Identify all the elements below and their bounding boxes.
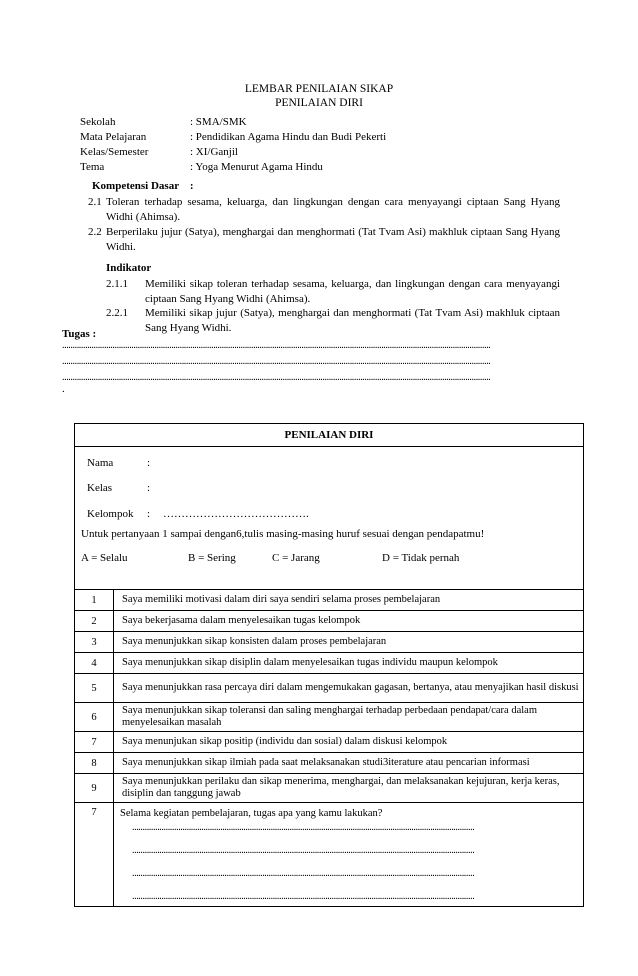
answer-line[interactable]: ................................................................................................................................................................... — [132, 822, 475, 833]
info-value: : SMA/SMK — [190, 116, 247, 128]
kelompok-colon: : — [147, 508, 151, 520]
kd-number: 2.1 — [88, 196, 102, 208]
tugas-label: Tugas : — [62, 328, 97, 340]
question-number: 3 — [75, 632, 114, 653]
kelompok-dots: …………………………………. — [163, 508, 309, 520]
question-number: 4 — [75, 653, 114, 674]
page-title: LEMBAR PENILAIAN SIKAP — [244, 83, 394, 95]
question-row — [75, 632, 584, 653]
info-label: Mata Pelajaran — [80, 131, 147, 143]
indikator-heading: Indikator — [106, 262, 152, 274]
tugas-dotted-line: ............................................................................................................................................................................................................ — [62, 356, 491, 367]
info-value: : Pendidikan Agama Hindu dan Budi Pekerti — [190, 131, 387, 143]
question-row — [75, 653, 584, 674]
tugas-dotted-line: ............................................................................................................................................................................................................ — [62, 372, 491, 383]
kd-text: Toleran terhadap sesama, keluarga, dan lingkungan dengan cara menyayangi ciptaan Sang Hyang Widhi (Ahimsa). — [106, 196, 560, 223]
question-text: Saya menunjukan sikap positip (individu dan sosial) dalam diskusi kelompok — [114, 732, 584, 753]
question-number: 8 — [75, 753, 114, 774]
question-row — [75, 703, 584, 732]
answer-line[interactable]: ................................................................................................................................................................... — [132, 868, 475, 879]
question-row — [75, 774, 584, 803]
scale-b: B = Sering — [188, 552, 236, 564]
question-row — [75, 590, 584, 611]
indikator-number: 2.2.1 — [106, 307, 128, 319]
question-row — [75, 674, 584, 703]
kompetensi-heading: Kompetensi Dasar : — [92, 180, 194, 192]
penilaian-diri-form — [74, 423, 584, 907]
question-number: 6 — [75, 703, 114, 732]
open-question-cell — [114, 803, 584, 907]
tugas-end-dot: . — [62, 383, 65, 395]
kelas-colon: : — [147, 482, 151, 494]
scale-a: A = Selalu — [81, 552, 128, 564]
info-label: Kelas/Semester — [80, 146, 149, 158]
question-row — [75, 753, 584, 774]
question-row — [75, 732, 584, 753]
page-subtitle: PENILAIAN DIRI — [275, 97, 363, 109]
student-info-block — [75, 447, 584, 590]
kd-number: 2.2 — [88, 226, 102, 238]
kd-text: Berperilaku jujur (Satya), menghargai dan menghormati (Tat Tvam Asi) makhluk ciptaan Sang Hyang Widhi. — [106, 226, 560, 253]
info-label: Sekolah — [80, 116, 116, 128]
info-label: Tema — [80, 161, 105, 173]
question-text: Saya menunjukkan rasa percaya diri dalam mengemukakan gagasan, bertanya, atau menyajikan hasil diskusi — [114, 674, 584, 703]
kelompok-label: Kelompok — [87, 508, 134, 520]
indikator-number: 2.1.1 — [106, 278, 128, 290]
scale-c: C = Jarang — [272, 552, 320, 564]
tugas-dotted-line: ............................................................................................................................................................................................................ — [62, 340, 491, 351]
question-number: 5 — [75, 674, 114, 703]
info-value: : XI/Ganjil — [190, 146, 238, 158]
open-question-row — [75, 803, 584, 907]
question-text: Saya bekerjasama dalam menyelesaikan tugas kelompok — [114, 611, 584, 632]
indikator-text: Memiliki sikap toleran terhadap sesama, keluarga, dan lingkungan dengan cara menyayangi ciptaan Sang Hyang Widhi (Ahimsa). — [145, 278, 560, 305]
nama-label: Nama — [87, 457, 114, 469]
question-number: 7 — [75, 732, 114, 753]
question-text: Saya menunjukkan sikap ilmiah pada saat melaksanakan studi3iterature atau pencarian informasi — [114, 753, 584, 774]
question-text: Saya menunjukkan sikap toleransi dan saling menghargai terhadap perbedaan pendapat/cara dalam menyelesaikan masalah — [114, 703, 584, 732]
instruction-text: Untuk pertanyaan 1 sampai dengan6,tulis masing-masing huruf sesuai dengan pendapatmu! — [81, 528, 485, 540]
question-number: 1 — [75, 590, 114, 611]
nama-colon: : — [147, 457, 151, 469]
question-text: Saya menunjukkan sikap konsisten dalam proses pembelajaran — [114, 632, 584, 653]
question-text: Selama kegiatan pembelajaran, tugas apa yang kamu lakukan? — [120, 808, 383, 819]
kelas-label: Kelas — [87, 482, 113, 494]
question-text: Saya memiliki motivasi dalam diri saya sendiri selama proses pembelajaran — [114, 590, 584, 611]
question-number: 9 — [75, 774, 114, 803]
indikator-text: Memiliki sikap jujur (Satya), menghargai dan menghormati (Tat Tvam Asi) makhluk ciptaan Sang Hyang Widhi. — [145, 307, 560, 334]
answer-line[interactable]: ................................................................................................................................................................... — [132, 845, 475, 856]
info-value: : Yoga Menurut Agama Hindu — [190, 161, 323, 173]
question-text: Saya menunjukkan sikap disiplin dalam menyelesaikan tugas individu maupun kelompok — [114, 653, 584, 674]
answer-line[interactable]: ................................................................................................................................................................... — [132, 891, 475, 902]
scale-d: D = Tidak pernah — [382, 552, 460, 564]
question-row — [75, 611, 584, 632]
question-text: Saya menunjukkan perilaku dan sikap menerima, menghargai, dan melaksanakan kejujuran, kerja keras, disiplin dan tanggung jawab — [114, 774, 584, 803]
form-title: PENILAIAN DIRI — [75, 424, 584, 447]
question-number: 2 — [75, 611, 114, 632]
question-number: 7 — [75, 803, 114, 907]
